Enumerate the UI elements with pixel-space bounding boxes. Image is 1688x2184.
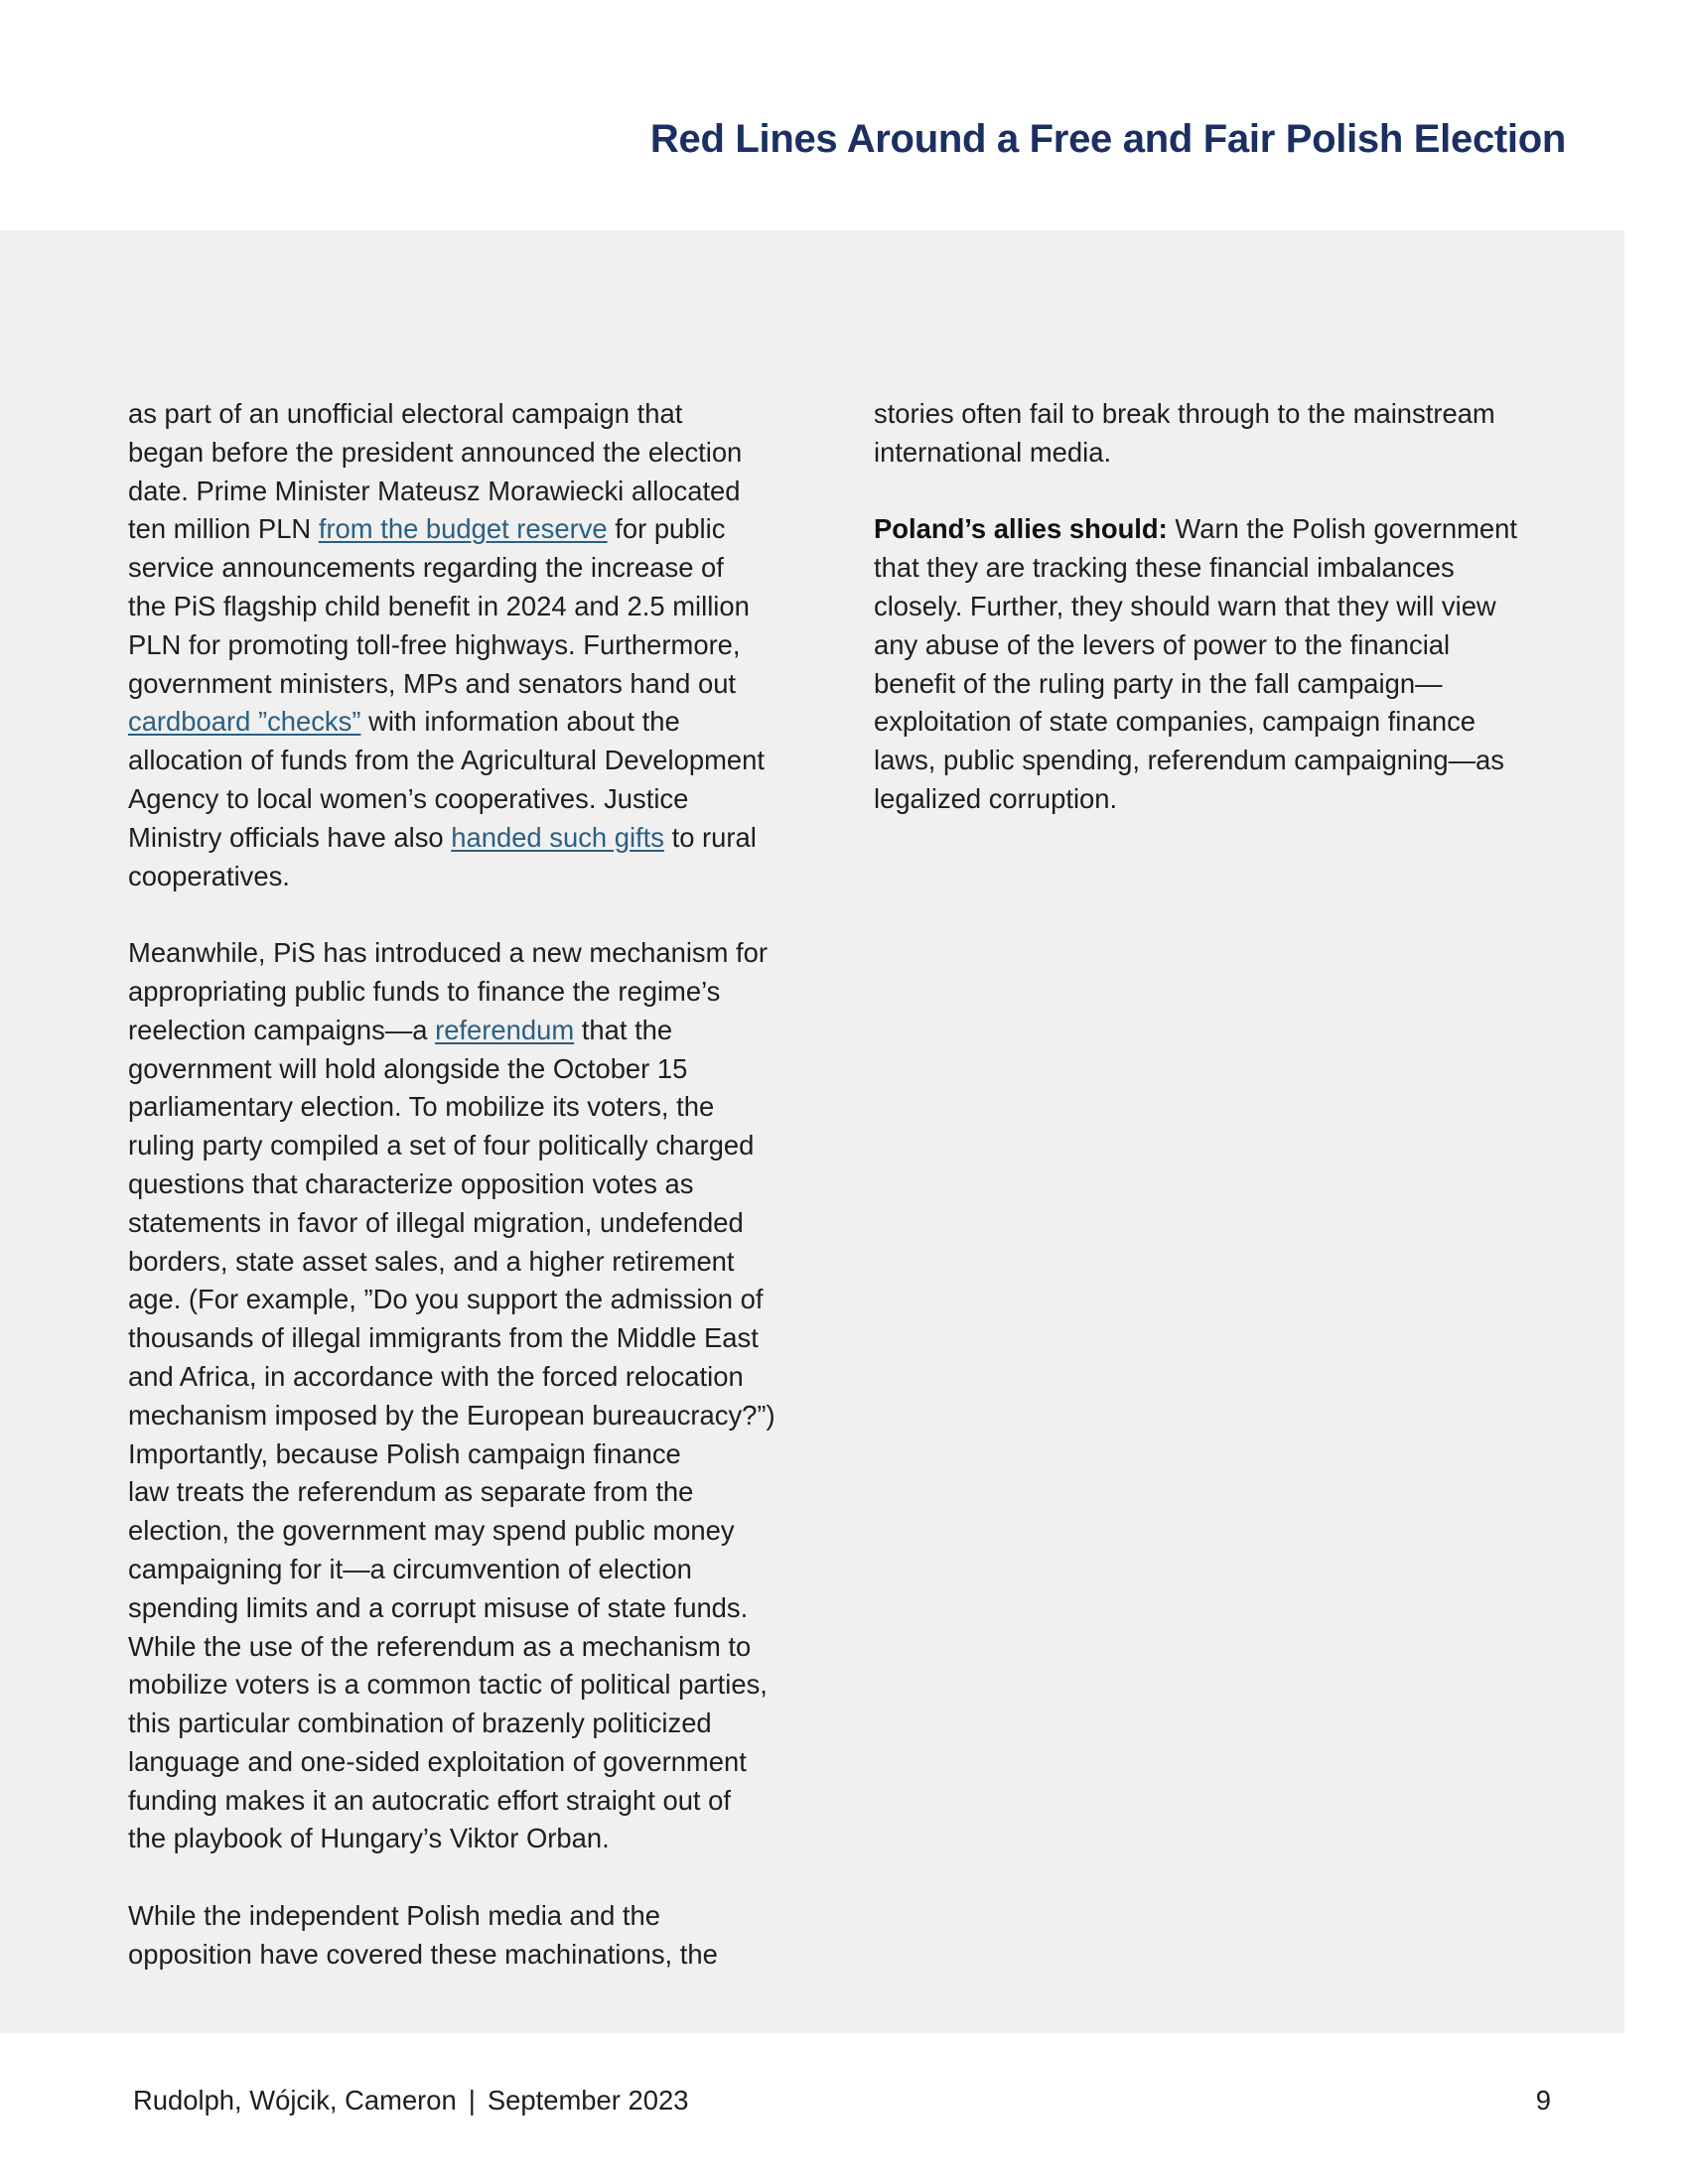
text-line: international media. xyxy=(874,436,1112,468)
link-handed-such-gifts[interactable]: handed such gifts xyxy=(451,821,664,853)
text-line xyxy=(128,510,813,549)
footer-separator: | xyxy=(468,2085,476,2116)
text-line: mobilize voters is a common tactic of political parties, xyxy=(128,1669,768,1701)
page-footer xyxy=(133,2085,688,2116)
text-line: that they are tracking these financial imbalances xyxy=(874,552,1455,584)
text-line: exploitation of state companies, campaign finance xyxy=(874,706,1477,738)
text-line: While the independent Polish media and the xyxy=(128,1900,661,1932)
link-cardboard-checks[interactable]: cardboard ”checks” xyxy=(128,706,361,738)
right-column xyxy=(874,395,1549,858)
text-line: language and one-sided exploitation of government xyxy=(128,1745,747,1777)
text-line: legalized corruption. xyxy=(874,782,1118,814)
text-line: election, the government may spend public money xyxy=(128,1515,735,1547)
text-line: as part of an unofficial electoral campaign that xyxy=(128,398,683,429)
text-line: questions that characterize opposition votes as xyxy=(128,1167,694,1199)
text-line: allocation of funds from the Agricultural Development xyxy=(128,745,765,776)
text-segment: reelection campaigns—a xyxy=(128,1014,436,1045)
text-line xyxy=(874,510,1549,549)
text-segment: ten million PLN xyxy=(128,513,319,545)
text-line: any abuse of the levers of power to the financial xyxy=(874,628,1451,660)
text-line: the PiS flagship child benefit in 2024 and 2.5 million xyxy=(128,590,750,621)
text-segment: Ministry officials have also xyxy=(128,821,452,853)
text-segment: for public xyxy=(607,513,726,545)
text-line xyxy=(128,1012,813,1050)
paragraph-media-continued xyxy=(874,395,1549,473)
text-line: mechanism imposed by the European bureaucracy?”) xyxy=(128,1399,775,1431)
left-column xyxy=(128,395,813,2012)
paragraph-referendum xyxy=(128,934,813,1858)
link-budget-reserve[interactable]: from the budget reserve xyxy=(318,513,608,545)
recommendation-lead: Poland’s allies should: xyxy=(874,513,1168,545)
text-line: law treats the referendum as separate from the xyxy=(128,1476,694,1508)
text-segment: Warn the Polish government xyxy=(1167,513,1517,545)
text-line: Agency to local women’s cooperatives. Justice xyxy=(128,782,689,814)
text-line: closely. Further, they should warn that they will view xyxy=(874,590,1496,621)
page-number: 9 xyxy=(1535,2085,1551,2116)
text-line: borders, state asset sales, and a higher retirement xyxy=(128,1245,735,1277)
text-line: this particular combination of brazenly politicized xyxy=(128,1707,712,1739)
paragraph-media-coverage xyxy=(128,1897,813,1975)
paragraph-campaign-spending xyxy=(128,395,813,895)
text-line: While the use of the referendum as a mechanism to xyxy=(128,1630,752,1662)
text-line: government will hold alongside the October 15 xyxy=(128,1052,688,1084)
text-line: statements in favor of illegal migration, undefended xyxy=(128,1206,744,1238)
text-line: age. (For example, ”Do you support the admission of xyxy=(128,1284,764,1315)
text-segment: that the xyxy=(574,1014,673,1045)
paragraph-recommendation xyxy=(874,510,1549,818)
text-line: cooperatives. xyxy=(128,860,290,891)
text-line: and Africa, in accordance with the forced relocation xyxy=(128,1360,744,1392)
text-line: Meanwhile, PiS has introduced a new mechanism for xyxy=(128,937,769,969)
text-line: service announcements regarding the increase of xyxy=(128,552,724,584)
text-line: funding makes it an autocratic effort straight out of xyxy=(128,1784,731,1816)
page-header-title: Red Lines Around a Free and Fair Polish Election xyxy=(649,117,1566,161)
text-line: benefit of the ruling party in the fall campaign— xyxy=(874,667,1443,699)
footer-authors: Rudolph, Wójcik, Cameron xyxy=(133,2085,457,2116)
link-referendum[interactable]: referendum xyxy=(435,1014,575,1045)
text-line: began before the president announced the election xyxy=(128,436,743,468)
text-segment: with information about the xyxy=(360,706,680,738)
text-line: PLN for promoting toll-free highways. Furthermore, xyxy=(128,628,741,660)
footer-date: September 2023 xyxy=(487,2085,689,2116)
text-line: stories often fail to break through to the mainstream xyxy=(874,398,1495,429)
text-line xyxy=(128,703,813,742)
text-line: appropriating public funds to finance the regime’s xyxy=(128,975,721,1007)
text-line: Importantly, because Polish campaign finance xyxy=(128,1437,681,1469)
text-line: the playbook of Hungary’s Viktor Orban. xyxy=(128,1823,610,1854)
text-line: laws, public spending, referendum campaigning—as xyxy=(874,745,1504,776)
text-line: ruling party compiled a set of four politically charged xyxy=(128,1130,755,1161)
text-line: opposition have covered these machinations, the xyxy=(128,1938,718,1970)
text-line: thousands of illegal immigrants from the Middle East xyxy=(128,1322,759,1354)
text-line xyxy=(128,819,813,858)
text-line: government ministers, MPs and senators hand out xyxy=(128,667,737,699)
text-line: campaigning for it—a circumvention of election xyxy=(128,1553,692,1584)
text-line: parliamentary election. To mobilize its voters, the xyxy=(128,1091,715,1123)
text-line: spending limits and a corrupt misuse of state funds. xyxy=(128,1591,749,1623)
text-line: date. Prime Minister Mateusz Morawiecki allocated xyxy=(128,475,741,506)
text-segment: to rural xyxy=(663,821,757,853)
